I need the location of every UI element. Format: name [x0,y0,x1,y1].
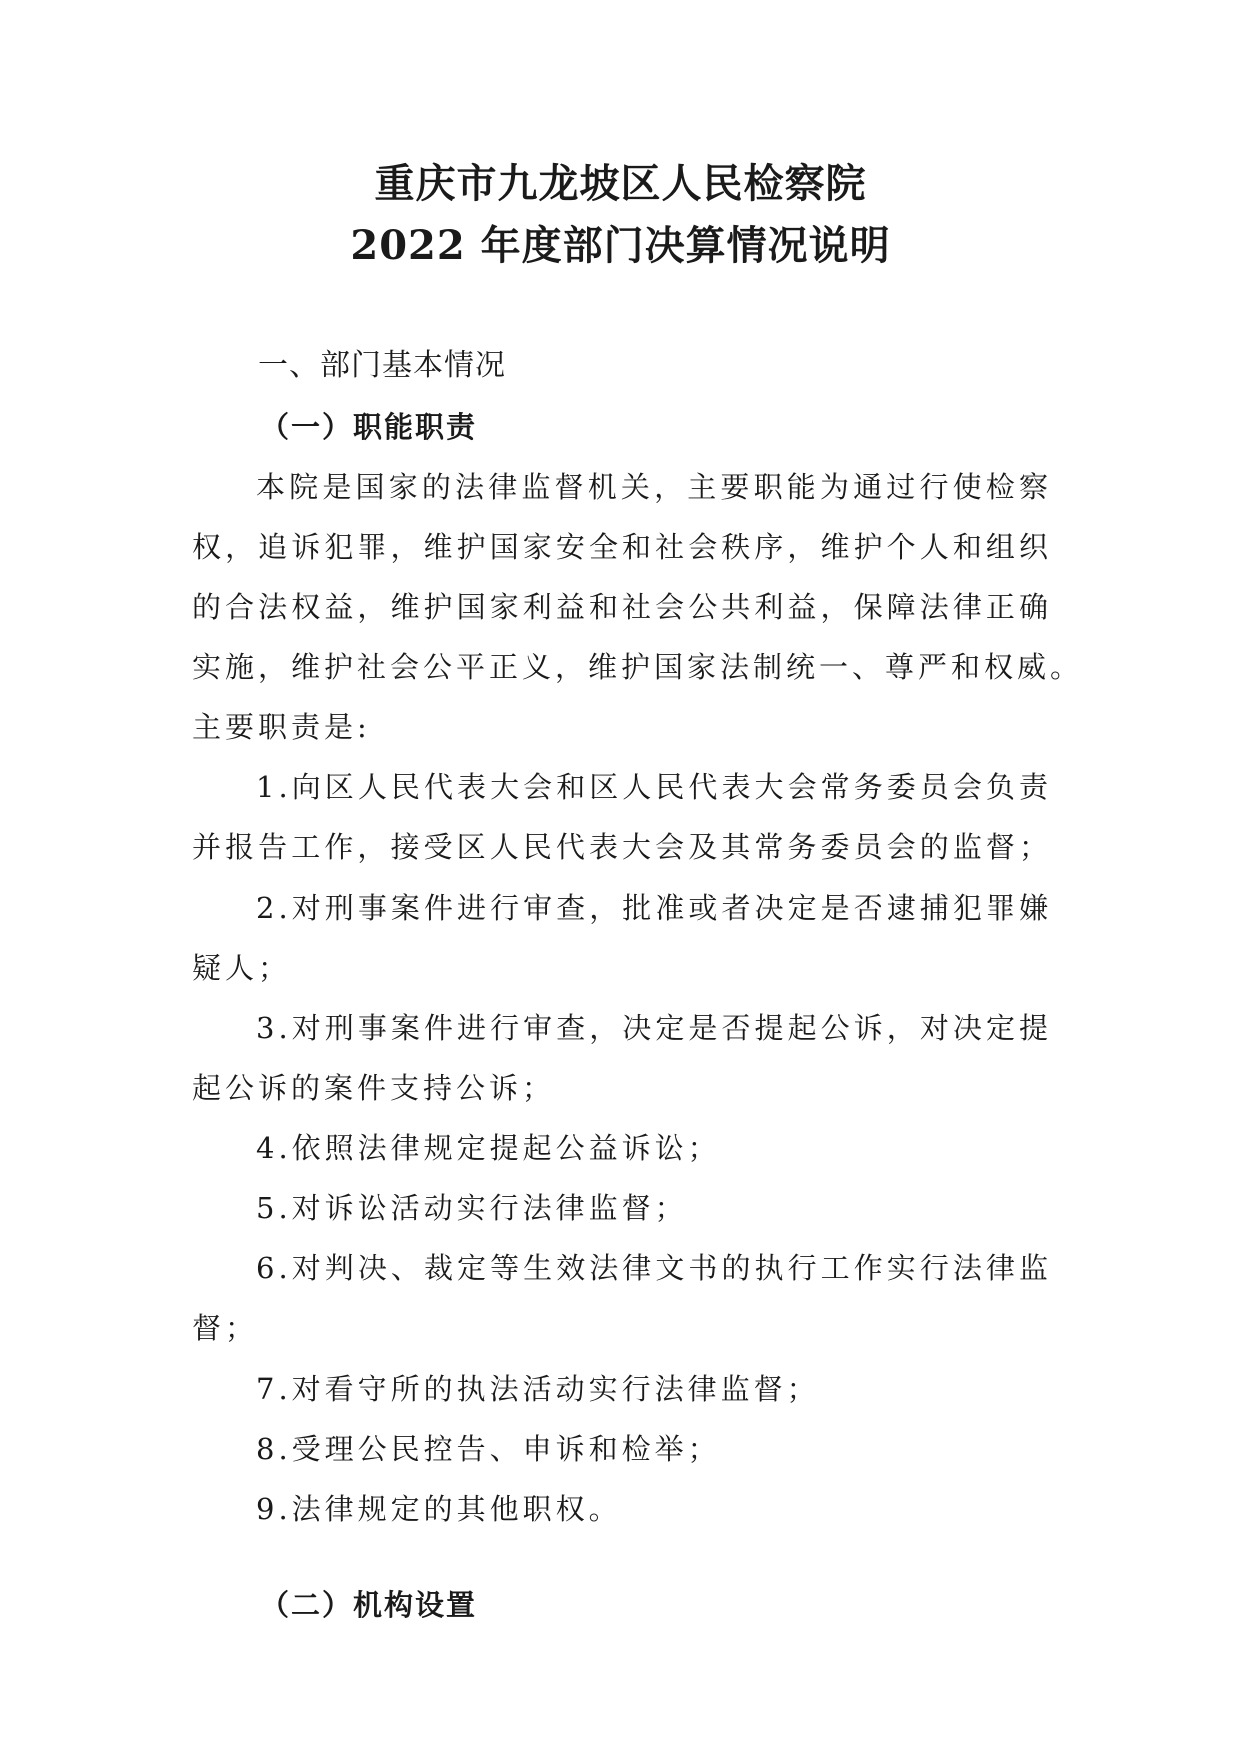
subsection-heading-functions: （一）职能职责 [260,410,478,444]
duty-item-1: 1.向区人民代表大会和区人民代表大会常务委员会负责 [256,770,1052,804]
document-title-line-1: 重庆市九龙坡区人民检察院 [374,160,867,207]
duty-item-3-cont: 起公诉的案件支持公诉； [192,1071,556,1105]
duty-item-9: 9.法律规定的其他职权。 [256,1492,622,1526]
duty-item-2-cont: 疑人； [192,951,292,985]
paragraph-line: 权，追诉犯罪，维护国家安全和社会秩序，维护个人和组织 [192,530,1052,564]
duty-item-6-cont: 督； [192,1311,259,1345]
duty-item-3: 3.对刑事案件进行审查，决定是否提起公诉，对决定提 [256,1011,1052,1045]
document-title-line-2: 2022 年度部门决算情况说明 [350,222,891,269]
section-heading-basic-info: 一、部门基本情况 [258,348,506,383]
paragraph-line: 实施，维护社会公平正义，维护国家法制统一、尊严和权威。 [192,650,1084,684]
duty-item-2: 2.对刑事案件进行审查，批准或者决定是否逮捕犯罪嫌 [256,891,1052,925]
duty-item-6: 6.对判决、裁定等生效法律文书的执行工作实行法律监 [256,1251,1052,1285]
duty-item-8: 8.受理公民控告、申诉和检举； [256,1432,721,1466]
paragraph-line: 本院是国家的法律监督机关，主要职能为通过行使检察 [256,470,1052,504]
duty-item-5: 5.对诉讼活动实行法律监督； [256,1191,688,1225]
paragraph-line: 的合法权益，维护国家利益和社会公共利益，保障法律正确 [192,590,1052,624]
duty-item-1-cont: 并报告工作，接受区人民代表大会及其常务委员会的监督； [192,830,1052,864]
subsection-heading-organization: （二）机构设置 [260,1588,478,1622]
paragraph-line: 主要职责是: [192,710,371,744]
duty-item-7: 7.对看守所的执法活动实行法律监督； [256,1372,820,1406]
duty-item-4: 4.依照法律规定提起公益诉讼； [256,1131,721,1165]
